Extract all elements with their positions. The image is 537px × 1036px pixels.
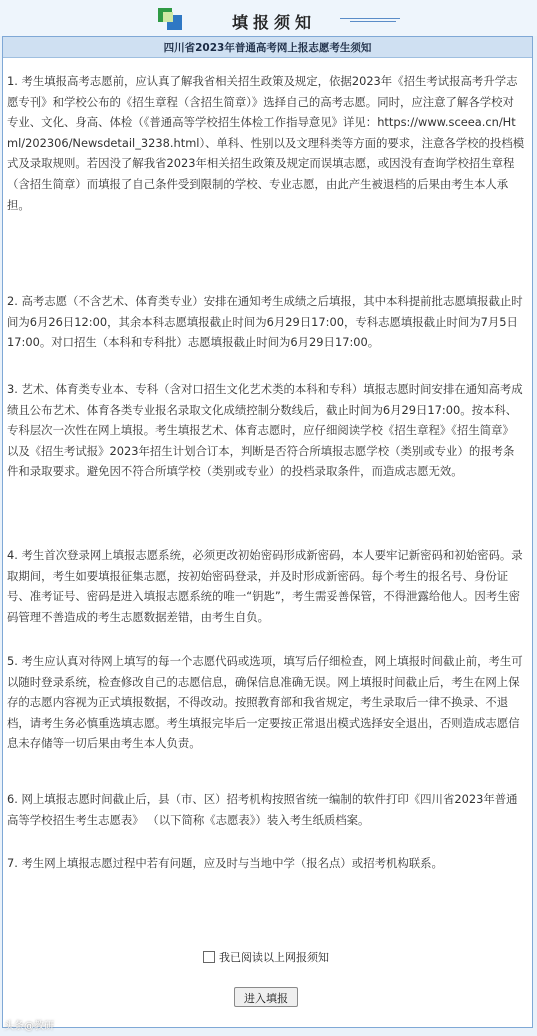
- notice-paragraph-1: 1. 考生填报高考志愿前，应认真了解我省相关招生政策及规定，依据2023年《招生考试报高考升学志愿专刊》和学校公布的《招生章程（含招生简章）》选择自己的高考志愿。同时，应注意了解各学校对专业、文化、身高、体检（《普通高等学校招生体检工作指导意见》详见：https://www.sceea.cn/Html/202306/Newsdetail_3238.html）、单科、性别以及文理科类等方面的要求，注意各学校的投档模式及录取规则。若因没了解我省2023年相关招生政策及规定而误填志愿，或因没有查询学校招生章程（含招生简章）而填报了自己条件受到限制的学校、专业志愿，由此产生被退档的后果由考生本人承担。: [7, 74, 525, 212]
- notice-panel: [2, 36, 533, 1028]
- watermark: 头条@教研: [4, 1021, 54, 1032]
- agree-label: 我已阅读以上网报须知: [219, 951, 329, 964]
- notice-paragraph-2: 2. 高考志愿（不含艺术、体育类专业）安排在通知考生成绩之后填报，其中本科提前批志愿填报截止时间为6月26日12:00，其余本科志愿填报截止时间为6月29日17:00，专科志愿填报截止时间为7月5日17:00。对口招生（本科和专科批）志愿填报截止时间为6月29日17:00。: [7, 294, 523, 350]
- notice-paragraph-5: 5. 考生应认真对待网上填写的每一个志愿代码或选项，填写后仔细检查，网上填报时间截止前，考生可以随时登录系统，检查修改自己的志愿信息，确保信息准确无误。网上填报时间截止后，考生在网上保存的志愿内容视为正式填报数据，不得改动。按照教育部和我省规定，考生录取后一律不换录、不退档，请考生务必慎重选填志愿。考生填报完毕后一定要按正常退出模式选择安全退出，否则造成志愿信息未存储等一切后果由考生本人负责。: [7, 654, 523, 751]
- notice-paragraph-6: 6. 网上填报志愿时间截止后，县（市、区）招考机构按照省统一编制的软件打印《四川省2023年普通高等学校招生考生志愿表》 （以下简称《志愿表》）装入考生纸质档案。: [7, 792, 518, 827]
- notice-paragraph-4: 4. 考生首次登录网上填报志愿系统，必须更改初始密码形成新密码，本人要牢记新密码和初始密码。录取期间，考生如要填报征集志愿，按初始密码登录，并及时形成新密码。每个考生的报名号、身份证号、准考证号、密码是进入填报志愿系统的唯一“钥匙”，考生需妥善保管，不得泄露给他人。因考生密码管理不善造成的考生志愿数据差错，由考生自负。: [7, 548, 523, 624]
- notice-paragraph-7: 7. 考生网上填报志愿过程中若有问题，应及时与当地中学（报名点）或招考机构联系。: [7, 856, 443, 870]
- notice-title: 四川省2023年普通高考网上报志愿考生须知: [163, 42, 372, 54]
- page-title: 填报须知: [232, 13, 317, 32]
- logo-icon: [158, 8, 184, 32]
- notice-paragraph-3: 3. 艺术、体育类专业本、专科（含对口招生文化艺术类的本科和专科）填报志愿时间安排在通知高考成绩且公布艺术、体育各类专业报名录取文化成绩控制分数线后，截止时间为6月29日17:00。按本科、专科层次一次性在网上填报。考生填报艺术、体育志愿时，应仔细阅读学校《招生章程》《招生简章》以及《招生考试报》2023年招生计划合订本，判断是否符合所填报志愿学校（类别或专业）的报考条件和录取要求。避免因不符合所填学校（类别或专业）的投档录取条件，而造成志愿无效。: [7, 382, 523, 479]
- agree-checkbox-row[interactable]: [203, 949, 329, 965]
- decorative-lines: [340, 18, 400, 24]
- agree-checkbox[interactable]: [203, 951, 215, 963]
- enter-button[interactable]: 进入填报: [234, 987, 298, 1007]
- header-bar: [0, 0, 537, 36]
- notice-title-bar: [3, 37, 532, 58]
